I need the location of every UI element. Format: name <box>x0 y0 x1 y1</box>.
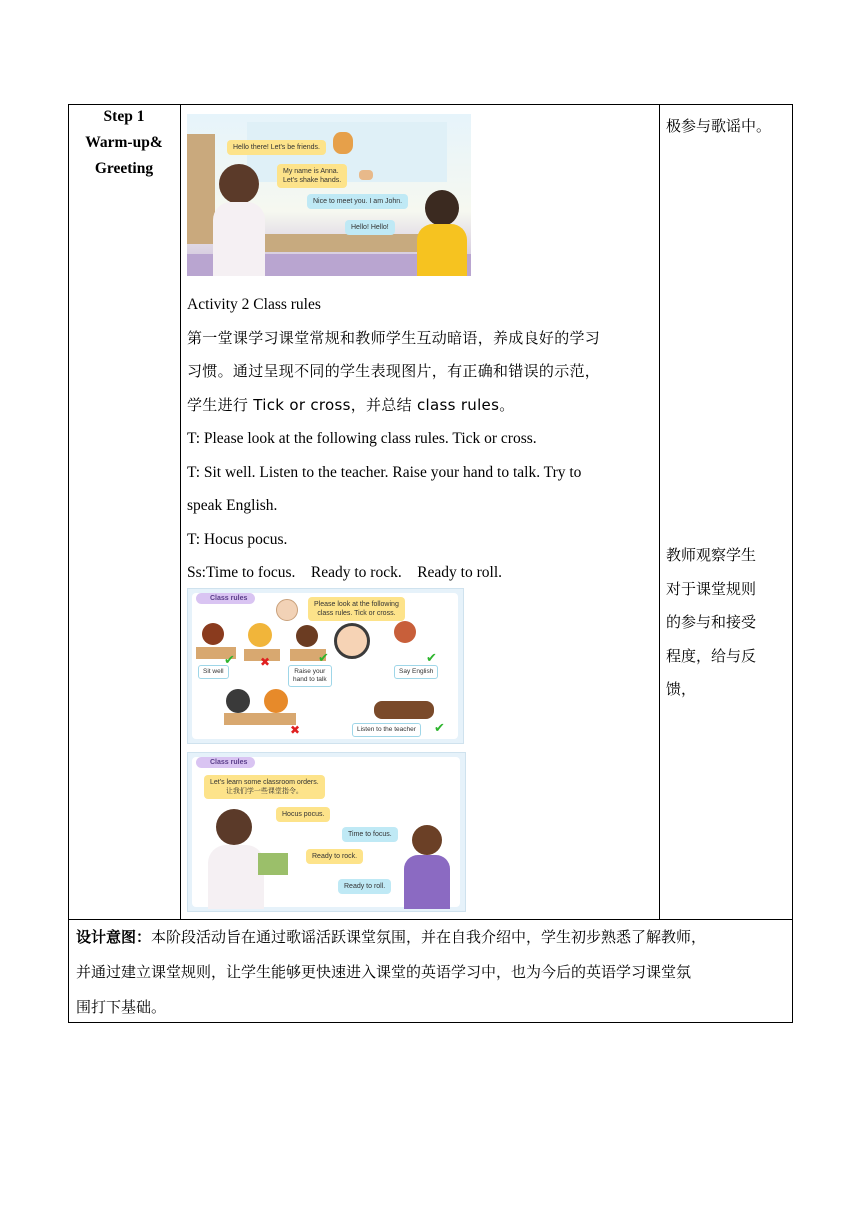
teacher-line: T: Hocus pocus. <box>187 530 288 548</box>
note-line: 馈， <box>666 680 697 698</box>
classroom-orders-illustration <box>187 752 466 912</box>
cross-icon: ✖ <box>290 723 301 737</box>
tick-icon: ✔ <box>426 651 437 666</box>
design-line: 并通过建立课堂规则，让学生能够更快速进入课堂的英语学习中，也为今后的英语学习课堂氛 <box>76 963 692 981</box>
tick-icon: ✔ <box>224 653 235 668</box>
desk-row <box>257 234 437 252</box>
teacher-figure <box>219 164 259 204</box>
instruction-bubble: Let's learn some classroom orders. 让我们学一些课堂指令。 <box>204 775 325 799</box>
cn-paragraph-line: 第一堂课学习课堂常规和教师学生互动暗语，养成良好的学习 <box>187 328 601 347</box>
listening-group <box>374 701 434 719</box>
tick-icon: ✔ <box>434 721 445 736</box>
teacher-line: T: Sit well. Listen to the teacher. Raise your hand to talk. Try to <box>187 463 582 481</box>
rule-tag-raise-hand: Raise your hand to talk <box>288 665 332 687</box>
teacher-line: T: Please look at the following class rules. Tick or cross. <box>187 430 537 447</box>
order-bubble: Ready to rock. <box>306 849 363 864</box>
step-title-line1: Warm-up& <box>85 134 163 151</box>
student-english <box>394 621 416 643</box>
lesson-table <box>68 104 793 1023</box>
step-title-line2: Greeting <box>94 160 154 177</box>
rule-tag-say-english: Say English <box>394 665 438 679</box>
table-left-border <box>68 104 69 1023</box>
cn-paragraph-line: 习惯。通过呈现不同的学生表现图片，有正确和错误的示范， <box>187 362 601 380</box>
note-line: 对于课堂规则 <box>666 579 757 598</box>
rule-tag-listen: Listen to the teacher <box>352 723 421 737</box>
design-line: 设计意图：本阶段活动旨在通过歌谣活跃课堂氛围，并在自我介绍中，学生初步熟悉了解教师， <box>76 928 707 946</box>
teacher-figure <box>216 809 252 845</box>
boy-figure <box>425 190 459 226</box>
activity-title: Activity 2 Class rules <box>187 296 321 313</box>
note-line: 教师观察学生 <box>666 546 757 564</box>
friends-icon <box>333 132 353 154</box>
design-line: 围打下基础。 <box>76 998 167 1016</box>
note-line: 程度，给与反 <box>666 646 757 665</box>
students-line: Ss:Time to focus. Ready to rock. Ready to roll. <box>187 564 503 581</box>
teacher-line-cont: speak English. <box>187 497 278 514</box>
note-line: 的参与和接受 <box>666 613 757 631</box>
activity-text <box>187 288 657 590</box>
speech-bubble: Hello there! Let's be friends. <box>227 140 326 155</box>
design-intent <box>76 920 788 1025</box>
door <box>187 134 215 244</box>
student-headphones <box>334 623 370 659</box>
handshake-icon <box>359 170 373 180</box>
teacher-avatar <box>276 599 298 621</box>
teacher-body <box>213 202 265 276</box>
table-right-border <box>792 104 793 1023</box>
class-rules-illustration <box>187 588 464 744</box>
order-bubble: Hocus pocus. <box>276 807 330 822</box>
order-bubble: Time to focus. <box>342 827 398 842</box>
student-confused <box>226 689 250 713</box>
teacher-observation-note <box>666 539 784 707</box>
book <box>258 853 288 875</box>
speech-bubble: Nice to meet you. I am John. <box>307 194 408 209</box>
boy-body <box>404 855 450 909</box>
right-top-note: 极参与歌谣中。 <box>666 117 772 135</box>
class-rules-header: Class rules <box>196 593 255 604</box>
speech-bubble: My name is Anna. Let's shake hands. <box>277 164 347 188</box>
desk <box>224 713 296 725</box>
student-talking <box>264 689 288 713</box>
teacher-body <box>208 845 264 909</box>
step-cell <box>68 104 180 182</box>
rule-tag-sit-well: Sit well <box>198 665 229 679</box>
col-divider-1 <box>180 104 181 919</box>
col-divider-2 <box>659 104 660 919</box>
step-number: Step 1 <box>103 108 145 125</box>
greeting-illustration <box>187 114 471 276</box>
cn-paragraph-line: 学生进行 Tick or cross，并总结 class rules。 <box>187 395 515 414</box>
cross-icon: ✖ <box>260 655 271 669</box>
boy-figure <box>412 825 442 855</box>
instruction-bubble: Please look at the following class rules. Tick or cross. <box>308 597 405 621</box>
design-label: 设计意图： <box>76 928 152 946</box>
boy-body <box>417 224 467 276</box>
class-rules-header: Class rules <box>196 757 255 768</box>
speech-bubble: Hello! Hello! <box>345 220 395 235</box>
student-raising <box>296 625 318 647</box>
student-messy <box>248 623 272 647</box>
tick-icon: ✔ <box>318 651 329 666</box>
student-sitting <box>202 623 224 645</box>
order-bubble: Ready to roll. <box>338 879 391 894</box>
